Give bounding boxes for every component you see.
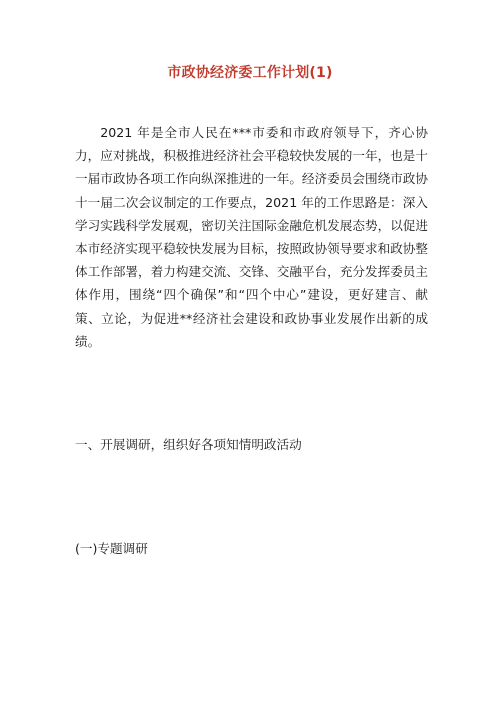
section-heading: 一、开展调研，组织好各项知情明政活动 (75, 437, 302, 452)
intro-paragraph: 2021 年是全市人民在***市委和市政府领导下，齐心协力，应对挑战，积极推进经济社会平稳较快发展的一年，也是十一届市政协各项工作向纵深推进的一年。经济委员会围绕市政协十一届二次会议制定的工作要点，2021 年的工作思路是：深入学习实践科学发展观，密切关注国际金融危机发展态势，以促进本市经济实现平稳较快发展为目标，按照政协领导要求和政协整体工作部署，着力构建交流、交锋、交融平台，充分发挥委员主体作用，围绕“四个确保”和“四个中心”建设，更好建言、献策、立论，为促进**经济社会建设和政协事业发展作出新的成绩。 (75, 125, 428, 349)
document-title: 市政协经济委工作计划(1) (167, 65, 333, 81)
subsection-heading: (一)专题调研 (75, 541, 148, 556)
